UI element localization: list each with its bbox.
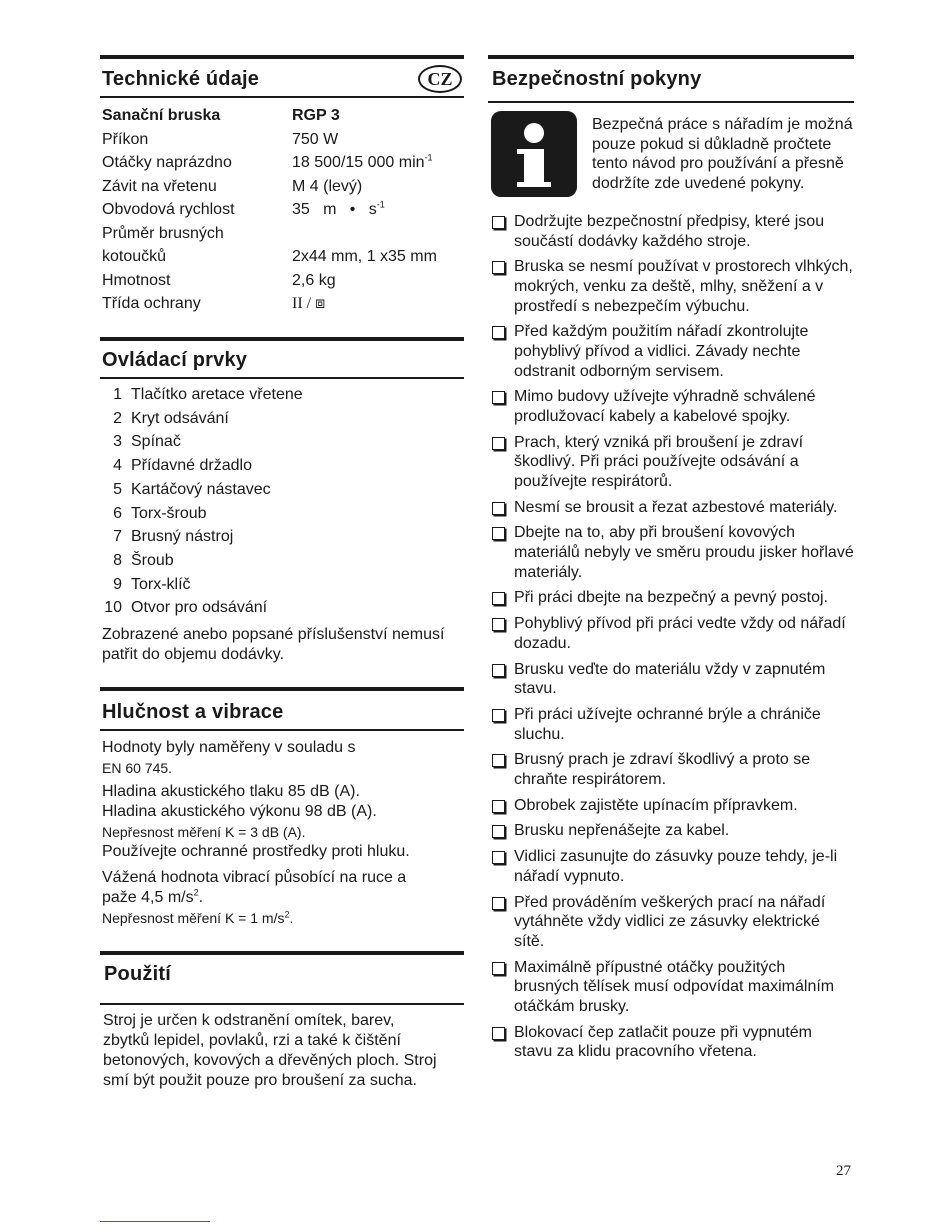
item-label: Torx-klíč [131,575,191,593]
list-item [100,383,464,407]
spec-key: Příkon [102,130,149,148]
list-item [488,523,854,582]
item-text: Blokovací čep zatlačit pouze při vypnutém stavu za klidu pracovního vřetena. [514,1023,812,1061]
item-label: Torx-šroub [131,504,207,522]
spec-row [100,269,464,293]
list-item [100,454,464,478]
list-item [488,498,854,518]
list-item [488,614,854,653]
item-label: Brusný nástroj [131,528,234,546]
spec-key: Sanační bruska [102,107,221,124]
usage-text: Stroj je určen k odstranění omítek, barev, zbytků lepidel, povlaků, rzi a také k čištění betonových, kovových a dřevěných ploch. Stroj smí být použit pouze pro broušení za sucha. [103,1012,437,1089]
list-item [100,478,464,502]
heading-underline [100,1003,464,1005]
item-text: Dbejte na to, aby při broušení kovových materiálů nebyly ve směru proudu jisker hořlavé materiály. [514,524,854,581]
text-line: Hladina akustického tlaku 85 dB (A). [102,783,360,800]
noise-heading: Hlučnost a vibrace [102,701,284,723]
exponent: 2 [284,909,290,920]
checkbox-icon [492,897,505,910]
spec-row [100,128,464,152]
section-rule [100,951,464,955]
item-text: Brusku veďte do materiálu vždy v zapnutém stavu. [514,660,826,698]
text-line: Nepřesnost měření K = 3 dB (A). [102,824,306,840]
list-item [488,750,854,789]
spec-key: Průměr brusných [102,224,224,242]
spec-row [100,292,464,316]
list-item [488,796,854,816]
heading-underline [100,729,464,731]
item-number: 5 [113,480,122,498]
item-number: 6 [113,504,122,522]
spec-value [292,222,464,246]
noise-paragraph-3 [102,868,464,928]
text-fragment: . [289,910,294,926]
item-label: Kryt odsávání [131,409,229,427]
checkbox-icon [492,261,505,274]
noise-paragraph-2 [102,782,464,862]
list-item [488,893,854,952]
list-item [100,430,464,454]
item-text: Maximálně přípustné otáčky použitých brusných tělísek musí odpovídat maximálním otáčkám brusky. [514,958,835,1015]
exponent: 2 [193,887,199,898]
item-number: 1 [113,386,122,403]
item-number: 9 [113,575,122,593]
checkbox-icon [492,851,505,864]
item-text: Mimo budovy užívejte výhradně schválené prodlužovací kabely a kabelové spojky. [514,388,816,425]
checkbox-icon [492,709,505,722]
exponent: -1 [424,152,433,163]
checkbox-icon [492,618,505,631]
text-fragment: . [198,889,204,906]
spec-row [100,222,464,246]
controls-heading: Ovládací prvky [102,349,248,371]
text-fragment: paže 4,5 m/s [102,889,194,906]
item-text: Obrobek zajistěte upínacím přípravkem. [514,796,798,814]
spec-row [100,104,464,128]
item-text: Při práci užívejte ochranné brýle a chrániče sluchu. [514,705,821,743]
text-line [102,908,464,928]
list-item [488,212,854,251]
item-number: 3 [113,433,122,451]
spec-row [100,151,464,175]
checkbox-icon [492,800,505,813]
controls-list [100,383,464,620]
spec-key: Třída ochrany [102,295,201,312]
checkbox-icon [492,592,505,605]
checkbox-icon [492,527,505,540]
item-number: 7 [113,528,122,546]
spec-key: Závit na vřetenu [102,177,217,195]
item-text: Brusku nepřenášejte za kabel. [514,822,730,840]
item-number: 2 [113,409,122,427]
country-badge: CZ [418,65,462,93]
item-text: Dodržujte bezpečnostní předpisy, které jsou součástí dodávky každého stroje. [514,213,825,250]
spec-key: Otáčky naprázdno [102,154,232,171]
text-line: Hodnoty byly naměřeny v souladu s [102,739,356,756]
item-label: Tlačítko aretace vřetene [131,386,303,403]
spec-table [100,104,464,316]
item-label: Šroub [131,551,174,569]
list-item [488,387,854,426]
spec-key: Hmotnost [102,271,171,289]
list-item [488,1023,854,1062]
text-line: EN 60 745. [102,760,173,776]
double-insulation-icon: ⧈ [315,295,326,312]
spec-value-wrap [292,292,464,316]
spec-key: Obvodová rychlost [102,201,235,218]
spec-value: RGP 3 [292,107,340,124]
item-text: Pohyblivý přívod při práci vedte vždy od nářadí dozadu. [514,615,846,652]
section-rule [100,687,464,691]
item-label: Přídavné držadlo [131,457,252,475]
item-text: Bruska se nesmí používat v prostorech vlhkých, mokrých, venku za deště, mlhy, sněžení a v prostředí s nebezpečím výbuchu. [514,258,853,315]
accessories-note: Zobrazené anebo popsané příslušenství nemusí patřit do objemu dodávky. [102,626,445,663]
checkbox-icon [492,437,505,450]
list-item [488,322,854,381]
checkbox-icon [492,326,505,339]
spec-value: 2,6 kg [292,271,336,289]
spec-row [100,175,464,199]
list-item [100,596,464,620]
section-rule [488,55,854,59]
checkbox-icon [492,664,505,677]
checkbox-icon [492,1027,505,1040]
item-number: 4 [113,457,122,475]
section-rule [100,55,464,59]
list-item [100,573,464,597]
spec-value-wrap [292,151,464,175]
item-label: Otvor pro odsávání [131,599,268,617]
checkbox-icon [492,962,505,975]
text-line: Vážená hodnota vibrací působící na ruce a [102,869,407,886]
safety-heading: Bezpečnostní pokyny [492,68,702,90]
list-item [100,549,464,573]
item-number: 10 [104,599,122,617]
footer-rule [100,1221,210,1222]
spec-row [100,245,464,269]
item-text: Nesmí se brousit a řezat azbestové materiály. [514,498,838,516]
item-text: Brusný prach je zdraví škodlivý a proto se chraňte respirátorem. [514,751,811,788]
list-item [488,705,854,744]
item-label: Kartáčový nástavec [131,480,271,498]
item-text: Vidlici zasunujte do zásuvky pouze tehdy, je-li nářadí vypnuto. [514,848,838,885]
text-fragment: Nepřesnost měření K = 1 m/s [102,910,285,926]
spec-value: II / [292,295,316,312]
item-text: Před každým použitím nářadí zkontrolujte pohyblivý přívod a vidlici. Závady nechte odstranit odborným servisem. [514,323,809,380]
spec-row [100,198,464,222]
list-item [488,660,854,699]
info-icon [491,111,577,197]
list-item [488,588,854,608]
item-text: Prach, který vzniká při broušení je zdraví škodlivý. Při práci používejte odsávání a používejte respirátorů. [514,433,804,490]
section-rule [100,337,464,341]
text-line: Používejte ochranné prostředky proti hluku. [102,843,410,860]
item-text: Před prováděním veškerých prací na nářadí vytáhněte vždy vidlici ze zásuvky elektrické sítě. [514,893,826,950]
heading-underline [100,96,464,98]
item-text: Při práci dbejte na bezpečný a pevný postoj. [514,589,828,607]
list-item [100,525,464,549]
spec-value: M 4 (levý) [292,177,363,195]
checkbox-icon [492,391,505,404]
page-number: 27 [836,1163,851,1179]
list-item [488,433,854,492]
list-item [100,502,464,526]
spec-value: 18 500/15 000 min [292,154,425,171]
spec-key: kotoučků [102,248,167,265]
heading-underline [100,377,464,379]
checkbox-icon [492,502,505,515]
list-item [100,407,464,431]
technical-data-heading: Technické údaje [102,68,260,90]
safety-intro: Bezpečná práce s nářadím je možná pouze pokud si důkladně pročtete tento návod pro používání a přesně dodržíte zde uvedené pokyny. [592,116,853,192]
heading-underline [488,101,854,103]
item-label: Spínač [131,433,181,451]
checkbox-icon [492,216,505,229]
safety-list [488,212,854,1068]
list-item [488,821,854,841]
list-item [488,257,854,316]
noise-paragraph-1 [102,738,464,778]
text-line [102,888,464,908]
spec-value-wrap [292,198,464,222]
item-number: 8 [113,551,122,569]
list-item [488,847,854,886]
spec-value: 2x44 mm, 1 x35 mm [292,248,437,265]
list-item [488,958,854,1017]
text-line: Hladina akustického výkonu 98 dB (A). [102,803,377,820]
checkbox-icon [492,754,505,767]
spec-value: 750 W [292,130,339,148]
exponent: -1 [376,199,385,210]
checkbox-icon [492,825,505,838]
usage-heading: Použití [104,963,171,985]
spec-value: 35 m • s [292,201,377,218]
